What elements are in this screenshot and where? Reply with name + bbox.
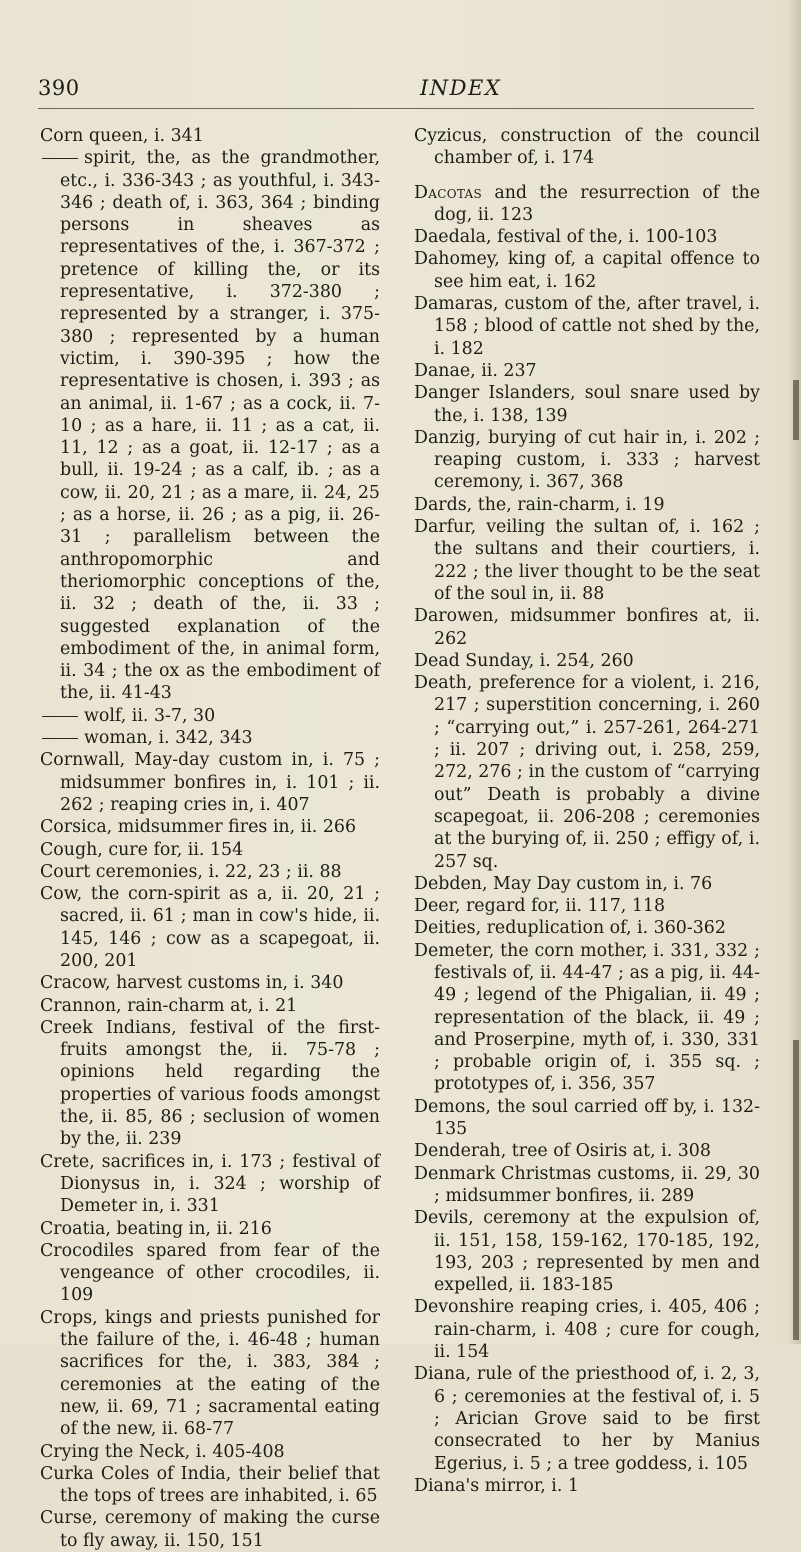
index-entry xyxy=(414,895,760,917)
entry-text: Deer, regard for, ii. 117, 118 xyxy=(414,896,666,917)
entry-text: Dards, the, rain-charm, i. 19 xyxy=(414,494,665,515)
index-entry xyxy=(414,427,760,494)
index-entry xyxy=(414,182,760,227)
index-entry xyxy=(414,1096,760,1141)
entry-text: Daedala, festival of the, i. 100-103 xyxy=(414,227,718,248)
page-number: 390 xyxy=(38,76,80,100)
index-entry xyxy=(414,1296,760,1363)
entry-text: Court ceremonies, i. 22, 23 ; ii. 88 xyxy=(40,861,342,882)
entry-text: Creek Indians, festival of the first-fruits amongst the, ii. 75-78 ; opinions held regarding the properties of various foods amongst the, ii. 85, 86 ; seclusion of women by the, ii. 239 xyxy=(40,1017,380,1150)
entry-text: Devils, ceremony at the expulsion of, ii. 151, 158, 159-162, 170-185, 192, 193, 203 ; represented by men and expelled, ii. 183-185 xyxy=(414,1208,760,1296)
edge-mark xyxy=(793,380,799,440)
index-entry xyxy=(40,861,380,883)
index-entry xyxy=(414,1363,760,1474)
index-entry xyxy=(414,672,760,873)
entry-text: Danzig, burying of cut hair in, i. 202 ; reaping custom, i. 333 ; harvest ceremony, i. 367, 368 xyxy=(414,427,760,493)
index-entry xyxy=(40,995,380,1017)
index-entry xyxy=(414,1475,760,1497)
index-entry xyxy=(40,1507,380,1552)
entry-text: Crannon, rain-charm at, i. 21 xyxy=(40,995,298,1016)
index-entry xyxy=(40,839,380,861)
index-entry xyxy=(40,816,380,838)
entry-text: Curka Coles of India, their belief that the tops of trees are inhabited, i. 65 xyxy=(40,1463,380,1507)
index-subentry xyxy=(40,705,380,727)
ditto-dash xyxy=(42,716,78,717)
index-subentry xyxy=(40,147,380,704)
entry-text: Dead Sunday, i. 254, 260 xyxy=(414,650,634,671)
header-rule xyxy=(38,108,754,109)
page-header xyxy=(38,76,758,106)
entry-text: Darfur, veiling the sultan of, i. 162 ; the sultans and their courtiers, i. 222 ; the liver thought to be the seat of the soul in, ii. 88 xyxy=(414,517,760,604)
entry-text: Cracow, harvest customs in, i. 340 xyxy=(40,973,344,994)
entry-text: Crying the Neck, i. 405-408 xyxy=(40,1441,285,1462)
entry-text: Diana, rule of the priesthood of, i. 2, 3, 6 ; ceremonies at the festival of, i. 5 ; Arician Grove said to be first consecrated to her by Manius Egerius, i. 5 ; a tree goddess, i. 105 xyxy=(414,1364,760,1474)
entry-text: Dacotas and the resurrection of the dog, ii. 123 xyxy=(414,182,760,225)
index-entry xyxy=(40,1218,380,1240)
index-entry xyxy=(414,940,760,1096)
index-column-left xyxy=(40,125,380,1552)
index-entry xyxy=(40,749,380,816)
index-entry xyxy=(414,293,760,360)
entry-text: Cough, cure for, ii. 154 xyxy=(40,839,244,860)
edge-mark xyxy=(793,1040,799,1340)
index-entry xyxy=(40,1017,380,1151)
entry-text: Curse, ceremony of making the curse to fly away, ii. 150, 151 xyxy=(40,1508,380,1551)
entry-text: Devonshire reaping cries, i. 405, 406 ; rain-charm, i. 408 ; cure for cough, ii. 154 xyxy=(414,1297,760,1363)
index-entry xyxy=(40,883,380,972)
entry-text: Demons, the soul carried off by, i. 132-135 xyxy=(414,1096,760,1140)
entry-text: Danae, ii. 237 xyxy=(414,360,537,381)
index-entry xyxy=(414,226,760,248)
entry-text: Diana's mirror, i. 1 xyxy=(414,1475,579,1496)
index-entry xyxy=(40,1151,380,1218)
entry-text: Corn queen, i. 341 xyxy=(40,126,204,146)
index-entry xyxy=(414,1140,760,1162)
entry-text: Debden, May Day custom in, i. 76 xyxy=(414,873,713,894)
index-column-right xyxy=(414,125,760,1497)
entry-text: Denmark Christmas customs, ii. 29, 30 ; midsummer bonfires, ii. 289 xyxy=(414,1163,760,1206)
running-title: INDEX xyxy=(420,76,502,100)
entry-text: Crops, kings and priests punished for the failure of the, i. 46-48 ; human sacrifices for the, i. 383, 384 ; ceremonies at the eating of the new, ii. 69, 71 ; sacramental eating of the new, ii. 68-77 xyxy=(40,1307,380,1440)
index-entry xyxy=(414,605,760,650)
entry-text: Cow, the corn-spirit as a, ii. 20, 21 ; sacred, ii. 61 ; man in cow's hide, ii. 145, 146 ; cow as a scapegoat, ii. 200, 201 xyxy=(40,884,380,971)
entry-text: Crete, sacrifices in, i. 173 ; festival of Dionysus in, i. 324 ; worship of Demeter in, i. 331 xyxy=(40,1151,380,1217)
index-entry xyxy=(40,125,380,147)
index-entry xyxy=(414,1207,760,1296)
index-subentry xyxy=(40,727,380,749)
index-entry xyxy=(414,650,760,672)
entry-text: Death, preference for a violent, i. 216, 217 ; superstition concerning, i. 260 ; “carrying out,” i. 257-261, 264-271 ; ii. 207 ; driving out, i. 258, 259, 272, 276 ; in the custom of “carrying out” Death is probably a divine scapegoat, ii. 206-208 ; ceremonies at the burying of, ii. 250 ; effigy of, i. 257 sq. xyxy=(414,673,760,872)
ditto-dash xyxy=(42,158,78,159)
index-entry xyxy=(414,494,760,516)
index-entry xyxy=(414,248,760,293)
index-entry xyxy=(40,1441,380,1463)
ditto-dash xyxy=(42,738,78,739)
entry-text: Demeter, the corn mother, i. 331, 332 ; festivals of, ii. 44-47 ; as a pig, ii. 44-49 ; legend of the Phigalian, ii. 49 ; representation of the black, ii. 49 ; and Proserpine, myth of, i. 330, 331 ; probable origin of, i. 355 sq. ; prototypes of, i. 356, 357 xyxy=(414,940,760,1095)
entry-text: Damaras, custom of the, after travel, i. 158 ; blood of cattle not shed by the, i. 182 xyxy=(414,294,760,359)
index-entry xyxy=(40,1463,380,1508)
index-entry xyxy=(414,1163,760,1208)
entry-text: Denderah, tree of Osiris at, i. 308 xyxy=(414,1141,711,1162)
entry-text: woman, i. 342, 343 xyxy=(84,728,253,749)
index-entry xyxy=(414,516,760,605)
index-entry xyxy=(40,972,380,994)
entry-text: wolf, ii. 3-7, 30 xyxy=(84,705,216,726)
entry-text: Croatia, beating in, ii. 216 xyxy=(40,1218,272,1239)
entry-text: Corsica, midsummer fires in, ii. 266 xyxy=(40,817,357,838)
index-entry xyxy=(40,1240,380,1307)
entry-text: spirit, the, as the grandmother, etc., i. 336-343 ; as youthful, i. 343-346 ; death of, i. 363, 364 ; binding persons in sheaves as representatives of the, i. 367-372 ; pretence of killing the, or its representative, i. 372-380 ; represented by a stranger, i. 375-380 ; represented by a human victim, i. 390-395 ; how the representative is chosen, i. 393 ; as an animal, ii. 1-67 ; as a cock, ii. 7-10 ; as a hare, ii. 11 ; as a cat, ii. 11, 12 ; as a goat, ii. 12-17 ; as a bull, ii. 19-24 ; as a calf, ib. ; as a cow, ii. 20, 21 ; as a mare, ii. 24, 25 ; as a horse, ii. 26 ; as a pig, ii. 26-31 ; parallelism between the anthropomorphic and theriomorphic conceptions of the, ii. 32 ; death of the, ii. 33 ; suggested explanation of the embodiment of the, in animal form, ii. 34 ; the ox as the embodiment of the, ii. 41-43 xyxy=(60,148,380,704)
entry-text: Cyzicus, construction of the council chamber of, i. 174 xyxy=(414,126,760,169)
index-entry xyxy=(414,917,760,939)
index-entry xyxy=(414,873,760,895)
index-entry xyxy=(414,125,760,170)
index-entry xyxy=(414,360,760,382)
entry-text: Darowen, midsummer bonfires at, ii. 262 xyxy=(414,606,760,649)
index-entry xyxy=(40,1307,380,1441)
entry-text: Cornwall, May-day custom in, i. 75 ; midsummer bonfires in, i. 101 ; ii. 262 ; reaping cries in, i. 407 xyxy=(40,750,380,815)
entry-text: Deities, reduplication of, i. 360-362 xyxy=(414,918,726,939)
entry-text: Danger Islanders, soul snare used by the, i. 138, 139 xyxy=(414,383,760,426)
entry-text: Dahomey, king of, a capital offence to see him eat, i. 162 xyxy=(414,249,760,292)
entry-text: Crocodiles spared from fear of the vengeance of other crocodiles, ii. 109 xyxy=(40,1240,380,1306)
index-entry xyxy=(414,382,760,427)
